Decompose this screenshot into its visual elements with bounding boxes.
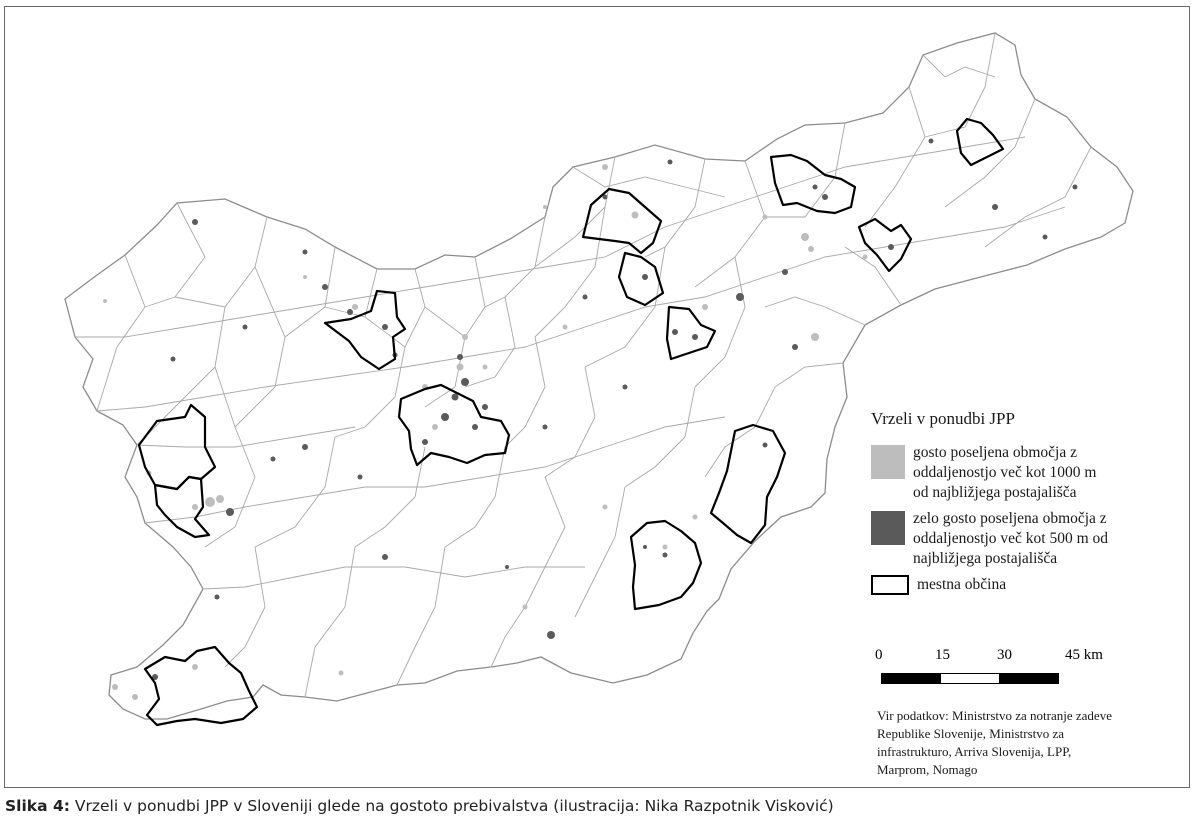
legend-title: Vrzeli v ponudbi JPP xyxy=(871,409,1015,428)
map-legend xyxy=(871,409,1171,601)
scale-label-45: 45 km xyxy=(1065,647,1103,663)
legend-label-dark: zelo gosto poseljena območja z oddaljenostjo več kot 500 m od najbližjega postajališča xyxy=(913,510,1109,567)
caption-label: Slika 4: xyxy=(5,797,70,815)
caption-text: Vrzeli v ponudbi JPP v Sloveniji glede na gostoto prebivalstva (ilustracija: Nika Razpotnik Visković) xyxy=(69,797,834,815)
legend-item-city xyxy=(871,575,1171,595)
figure-frame xyxy=(4,6,1190,788)
legend-swatch-light xyxy=(871,445,905,479)
legend-item-light xyxy=(871,443,1171,503)
scale-label-15: 15 xyxy=(935,647,950,663)
scale-label-30: 30 xyxy=(997,647,1012,663)
legend-label-light: gosto poseljena območja z oddaljenostjo več kot 1000 m od najbližjega postajališča xyxy=(913,444,1097,501)
legend-swatch-dark xyxy=(871,511,905,545)
legend-label-city: mestna občina xyxy=(917,576,1007,593)
scale-bar xyxy=(871,647,1131,684)
scale-label-0: 0 xyxy=(875,647,883,663)
country-outline xyxy=(65,33,1133,719)
legend-item-dark xyxy=(871,509,1171,569)
data-source: Vir podatkov: Ministrstvo za notranje zadeve Republike Slovenije, Ministrstvo za infrastrukturo, Arriva Slovenija, LPP, Marprom, Nomago xyxy=(877,708,1112,777)
scale-bar-graphic xyxy=(881,673,1059,684)
legend-swatch-outline xyxy=(871,575,909,595)
figure-caption xyxy=(5,797,834,815)
